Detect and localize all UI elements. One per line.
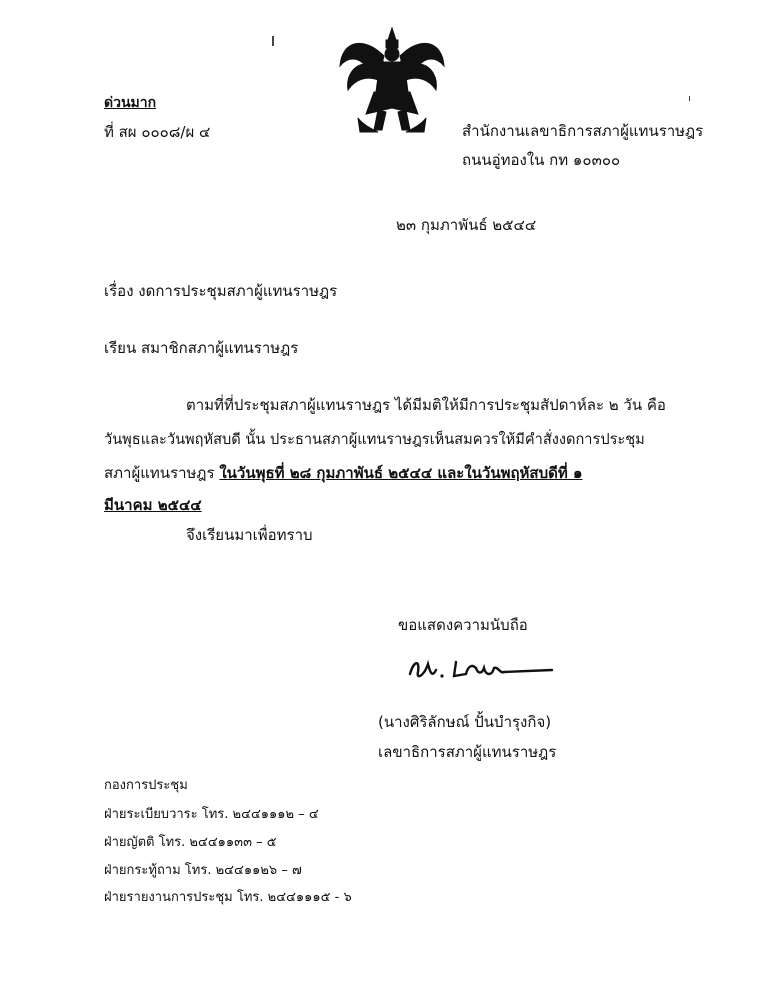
urgency-label: ด่วนมาก xyxy=(104,95,157,111)
body-line-3-plain: สภาผู้แทนราษฎร xyxy=(104,464,215,482)
signatory-name: (นางศิริลักษณ์ ปั้นบำรุงกิจ) xyxy=(378,713,552,731)
body-line-4-emphasis: มีนาคม ๒๕๔๔ xyxy=(104,496,202,514)
body-line-2: วันพุธและวันพฤหัสบดี นั้น ประธานสภาผู้แทนราษฎรเห็นสมควรให้มีคำสั่งงดการประชุม xyxy=(104,431,645,448)
garuda-emblem xyxy=(334,26,450,136)
body-line-3-emphasis: ในวันพุธที่ ๒๘ กุมภาพันธ์ ๒๕๔๔ และในวันพฤหัสบดีที่ ๑ xyxy=(219,464,583,482)
body-line-3 xyxy=(104,461,582,485)
closing-request: จึงเรียนมาเพื่อทราบ xyxy=(186,526,313,544)
closing-salutation: ขอแสดงความนับถือ xyxy=(398,616,528,634)
scan-speck xyxy=(272,36,274,46)
contact-line: ฝ่ายญัตติ โทร. ๒๔๔๑๑๓๓ – ๕ xyxy=(104,835,277,850)
office-address: ถนนอู่ทองใน กท ๑๐๓๐๐ xyxy=(462,151,621,169)
subject-line: เรื่อง งดการประชุมสภาผู้แทนราษฎร xyxy=(104,282,338,300)
handwritten-signature xyxy=(406,652,554,684)
body-line-1: ตามที่ที่ประชุมสภาผู้แทนราษฎร ได้มีมติให้มีการประชุมสัปดาห์ละ ๒ วัน คือ xyxy=(186,396,666,414)
contact-line: ฝ่ายรายงานการประชุม โทร. ๒๔๔๑๑๑๕ - ๖ xyxy=(104,890,352,905)
letter-date: ๒๓ กุมภาพันธ์ ๒๕๔๔ xyxy=(396,216,537,234)
scan-speck xyxy=(689,96,690,101)
signatory-title: เลขาธิการสภาผู้แทนราษฎร xyxy=(378,743,557,761)
office-name: สำนักงานเลขาธิการสภาผู้แทนราษฎร xyxy=(462,122,704,140)
division-name: กองการประชุม xyxy=(104,778,188,793)
document-number: ที่ สผ ๐๐๐๘/ผ ๔ xyxy=(104,123,211,141)
contact-line: ฝ่ายระเบียบวาระ โทร. ๒๔๔๑๑๑๒ – ๔ xyxy=(104,807,319,822)
contact-line: ฝ่ายกระทู้ถาม โทร. ๒๔๔๑๑๒๖ – ๗ xyxy=(104,863,302,878)
recipient-line: เรียน สมาชิกสภาผู้แทนราษฎร xyxy=(104,339,299,357)
